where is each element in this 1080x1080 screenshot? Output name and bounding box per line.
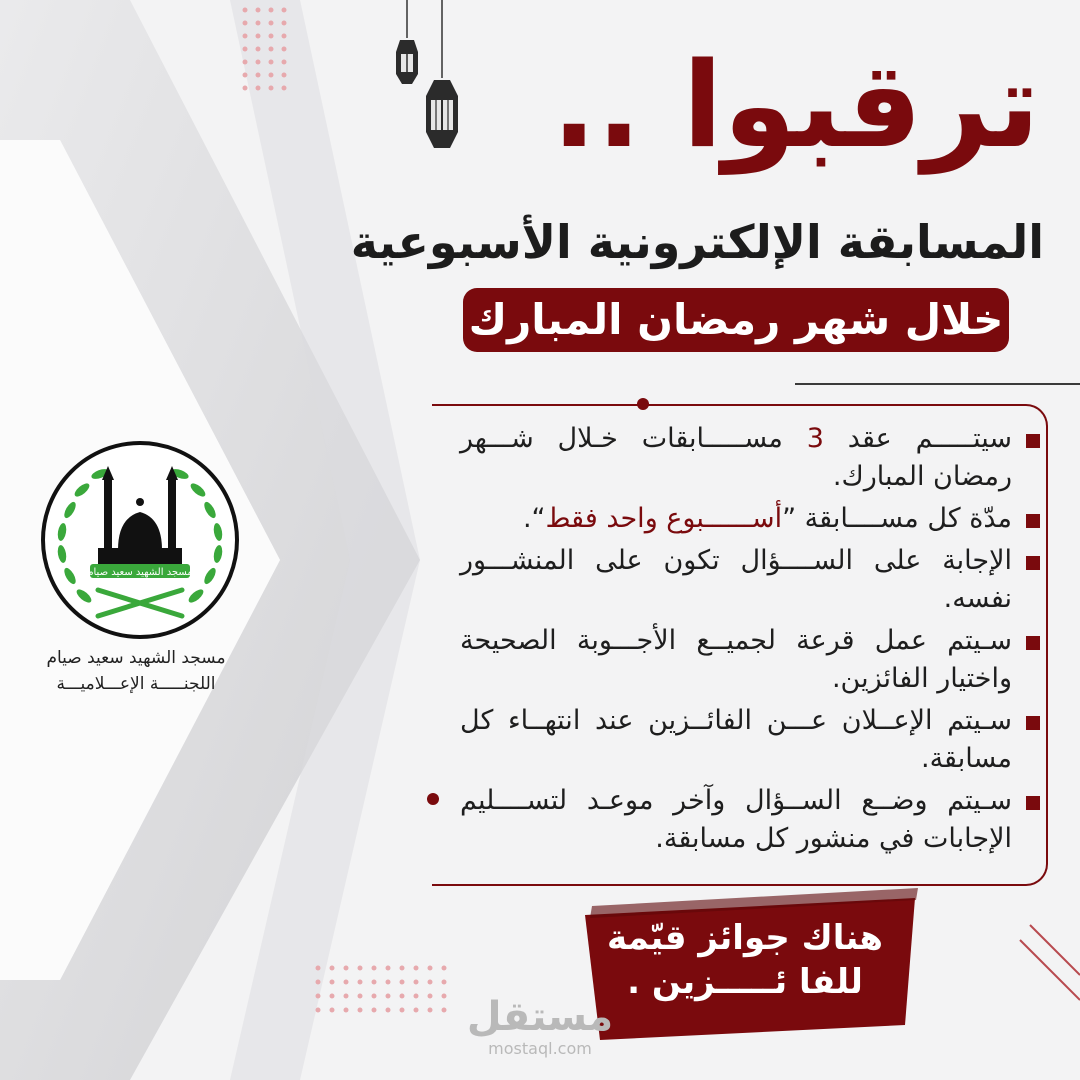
bullet-square-icon [1026,796,1040,810]
rule-item [460,542,1040,618]
bullet-square-icon [1026,716,1040,730]
bullet-square-icon [1026,556,1040,570]
mosque-name: مسجد الشهيد سعيد صيام [46,648,226,668]
rule-text: سـيتم وضــع الســؤال وآخر موعـد لتســــليم الإجابات في منشور كل مسابقة. [460,785,1012,854]
watermark [465,995,615,1059]
mosque-emblem-icon [40,440,240,640]
rule-item [460,420,1040,496]
watermark-brand: مستقل [466,994,614,1040]
rule-item [460,622,1040,698]
rule-item [460,500,1040,538]
prize-line-1: هناك جوائز قيّمة [606,918,883,958]
headline: ترقبوا .. [551,36,1040,174]
rule-item [460,702,1040,778]
bullet-square-icon [1026,514,1040,528]
rule-text: سـيتم الإعــلان عـــن الفائــزين عند انتهــاء كل مسابقة. [460,705,1012,774]
mosque-caption [30,645,242,697]
watermark-site: mostaql.com [488,1039,592,1058]
svg-text:مسجد الشهيد سعيد صيام: مسجد الشهيد سعيد صيام [87,567,193,578]
subtitle: المسابقة الإلكترونية الأسبوعية [350,215,1044,269]
media-committee: اللجنـــــة الإعـــلاميـــة [56,674,216,694]
divider [795,383,1080,385]
box-dot-bottom [427,793,439,805]
bullet-square-icon [1026,434,1040,448]
rule-text: الإجابة على الســــؤال تكون على المنشـــور نفسه. [460,545,1012,614]
rule-text: سـيتم عمل قرعة لجميــع الأجـــوبة الصحيحة واختيار الفائزين. [460,625,1012,694]
prize-banner [600,916,890,1004]
highlight-text: أســــــبوع واحد فقط [545,503,783,534]
box-dot-top [637,398,649,410]
highlight-text: 3 [806,423,824,454]
rules-list [460,420,1040,862]
bullet-square-icon [1026,636,1040,650]
rule-text: سيتـــــم عقد [823,423,1013,454]
rule-text: “. [522,503,546,534]
rule-item [460,782,1040,858]
rule-text: مســـــابقات خـلال شـــهر رمضان المبارك. [460,423,1012,492]
prize-line-2: للفا ئـــــزين . [627,962,863,1002]
rule-text: مدّة كل مســــابقة ” [782,503,1012,534]
ramadan-pill: خلال شهر رمضان المبارك [463,288,1009,352]
